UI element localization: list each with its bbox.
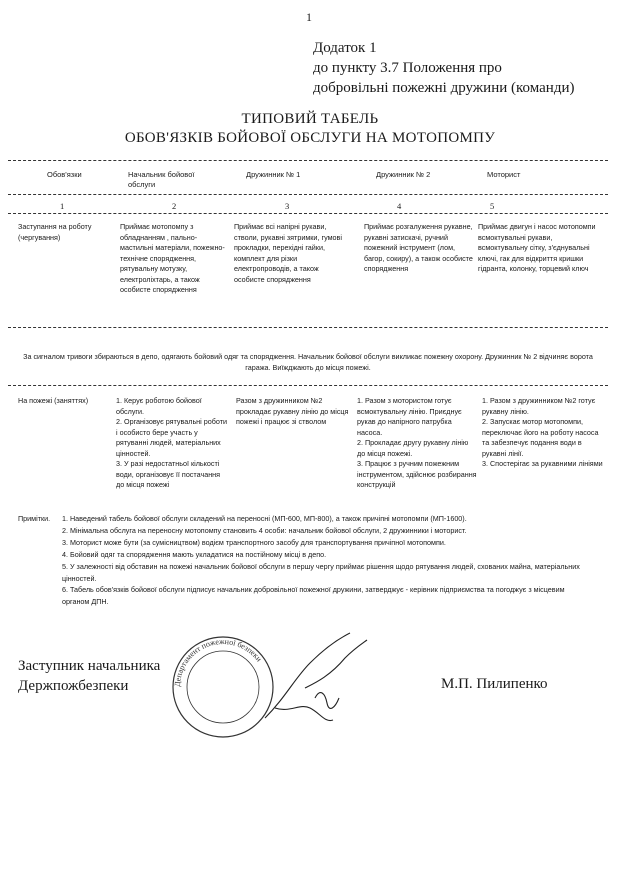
row-duty-ff2: Приймає розгалуження рукавне, рукавні затискачі, ручний пожежний інструмент (лом, багор, сокиру), а також особисте спорядження — [364, 222, 473, 273]
header-firefighter-1: Дружинник № 1 — [246, 170, 301, 179]
note-5: 5. У залежності від обставин на пожежі начальник бойової обслуги в першу чергу приймає рішення щодо рятування людей, cхованих майна, матеріальних цінностей. — [62, 562, 580, 583]
header-crew-chief: Начальник бойової обслуги — [128, 170, 195, 189]
header-rule — [8, 194, 608, 195]
column-number-3: 3 — [285, 201, 290, 211]
stamp-text: Департамент пожежної безпеки — [172, 636, 264, 688]
row-duty-label: Заступання на роботу (чергування) — [18, 222, 92, 242]
handwritten-signature — [255, 628, 375, 738]
row-fire-motorist: 1. Разом з дружинником №2 готує рукавну лінію. 2. Запускає мотор мотопомпи, переключає його на роботу насоса та забезпечує подання води в рукавні лінії. 3. Спостерігає за рукавними лініями — [482, 396, 603, 468]
row-duty-chief: Приймає мотопомпу з обладнанням , пально-мастильні матеріали, пожежно-технічне спорядження, рятувальну мотузку, електроліхтарь, а також особисте спорядження — [120, 222, 225, 294]
alarm-note: За сигналом тривоги збираються в депо, одягають бойовий одяг та спорядження. Начальник бойової обслуги викликає пожежну охорону. Дружинник № 2 відчиняє ворота гаража. Виїжджають до місця пожежі. — [23, 352, 593, 372]
position-line-2: Держпожбезпеки — [18, 678, 129, 694]
position-line-1: Заступник начальника — [18, 658, 161, 674]
table-top-rule — [8, 160, 608, 161]
annex-reference — [313, 38, 574, 98]
row-fire-label: На пожежі (заняттях) — [18, 396, 89, 405]
note-6: 6. Табель обов'язків бойової обслуги підписує начальник добровільної пожежної дружини, затверджує - керівник підприємства та погоджує з місцевим органом ДПН. — [62, 585, 565, 606]
signatory-name: М.П. Пилипенко — [441, 676, 548, 692]
row-fire-ff2: 1. Разом з мотористом готує всмоктувальну лінію. Приєднує рукав до напірного патрубка насоса. 2. Прокладає другу рукавну лінію до місця пожежі. 3. Працює з ручним пожежним інструментом, здійснює розбирання конструкцій — [357, 396, 477, 489]
column-number-4: 4 — [397, 201, 402, 211]
document-title: ТИПОВИЙ ТАБЕЛЬ — [241, 111, 379, 127]
note-4: 4. Бойовий одяг та спорядження мають укладатися на постійному місці в депо. — [62, 550, 327, 559]
column-number-5: 5 — [490, 201, 495, 211]
annex-line-2: до пункту 3.7 Положення про — [313, 60, 502, 76]
column-number-2: 2 — [172, 201, 177, 211]
header-firefighter-2: Дружинник № 2 — [376, 170, 431, 179]
alarm-rule — [8, 385, 608, 386]
note-1: 1. Наведений табель бойової обслуги складений на переносні (МП-600, МП-800), а також причіпні мотопомпи (МП-1600). — [62, 514, 467, 523]
row-fire-chief: 1. Керує роботою бойової обслуги. 2. Організовує рятувальні роботи і особисто бере участь у рятуванні людей, матеріальних цінностей. 3. У разі недостатньої кількості води, організовує її постачання до місця пожежі — [116, 396, 228, 489]
annex-line-3: добровільні пожежні дружини (команди) — [313, 80, 575, 96]
note-2: 2. Мінімальна обслуга на переносну мотопомпу становить 4 особи: начальник бойової обслуги, 2 дружинники і моторист. — [62, 526, 467, 535]
row-duty-motorist: Приймає двигун і насос мотопомпи всмоктувальні рукави, всмоктувальну сітку, з'єднувальні ключі, гак для відкриття кришки гідранта, колонку, торцевий ключ — [478, 222, 596, 273]
document-subtitle: ОБОВ'ЯЗКІВ БОЙОВОЇ ОБСЛУГИ НА МОТОПОМПУ — [124, 130, 496, 146]
row-1-rule — [8, 327, 608, 328]
page-number: 1 — [306, 10, 312, 24]
column-number-1: 1 — [60, 201, 65, 211]
row-duty-ff1: Приймає всі напірні рукави, стволи, рукавні зятримки, гумові прокладки, перехідні гайки, комплект для різки електропроводів, а також особисте спорядження — [234, 222, 342, 284]
signatory-position — [18, 656, 160, 696]
annex-line-1: Додаток 1 — [313, 40, 377, 56]
numbers-rule — [8, 213, 608, 214]
header-duties: Обов'язки — [47, 170, 82, 179]
row-fire-ff1: Разом з дружинником №2 прокладає рукавну лінію до місця пожежі і працює зі стволом — [236, 396, 349, 426]
notes-label: Примітки. — [18, 514, 51, 523]
note-3: 3. Моторист може бути (за сумісництвом) водієм транспортного засобу для транспортування причіпної мотопомпи. — [62, 538, 446, 547]
header-motorist: Моторист — [487, 170, 521, 179]
